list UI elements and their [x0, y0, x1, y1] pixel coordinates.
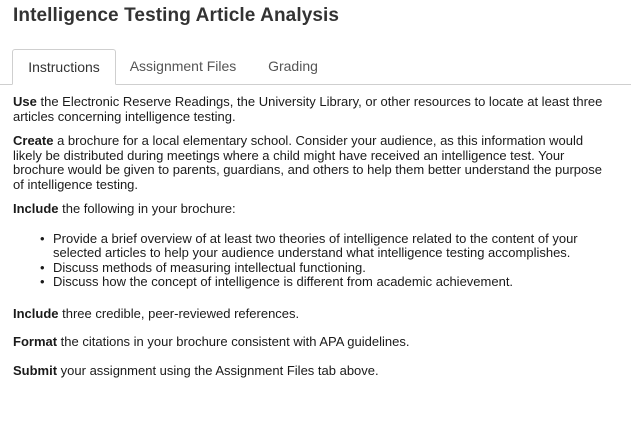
- create-paragraph: [13, 134, 613, 192]
- include-keyword: Include: [13, 201, 59, 216]
- list-item: [39, 275, 613, 290]
- list-item-text: Discuss methods of measuring intellectual functioning.: [53, 259, 366, 275]
- submit-text: your assignment using the Assignment Files tab above.: [57, 362, 379, 378]
- include-refs-text: three credible, peer-reviewed references.: [58, 305, 300, 321]
- use-paragraph: [13, 95, 613, 124]
- use-text: the Electronic Reserve Readings, the University Library, or other resources to locate at least three articles concerning intelligence testing.: [13, 94, 603, 124]
- include-intro-text: the following in your brochure:: [58, 201, 236, 216]
- create-keyword: Create: [13, 133, 54, 148]
- bullet-icon: •: [40, 274, 45, 289]
- list-item-text: Provide a brief overview of at least two theories of intelligence related to the content of your selected articles to help your audience understand what intelligence testing accomplishes.: [53, 230, 578, 260]
- create-text: a brochure for a local elementary school. Consider your audience, as this information would likely be distributed during meetings where a child might have received an intelligence test. Your brochure would be given to parents, guardians, and others to help them better understand the purpose of intelligence testing.: [13, 133, 602, 192]
- requirements-list: [13, 232, 613, 290]
- use-keyword: Use: [13, 94, 37, 109]
- tab-assignment-files[interactable]: Assignment Files: [129, 58, 237, 74]
- format-keyword: Format: [13, 334, 58, 349]
- list-item: [39, 232, 613, 261]
- list-item: [39, 261, 613, 276]
- tab-instructions[interactable]: Instructions: [12, 49, 116, 85]
- list-item-text: Discuss how the concept of intelligence is different from academic achievement.: [53, 274, 514, 289]
- page-title: Intelligence Testing Article Analysis: [13, 5, 340, 26]
- tab-bar: [0, 49, 631, 85]
- include-list-intro: [13, 202, 613, 217]
- tab-grading[interactable]: Grading: [268, 58, 318, 74]
- instructions-panel: [13, 95, 613, 388]
- submit-paragraph: [13, 364, 613, 379]
- bullet-icon: •: [40, 259, 45, 275]
- bullet-icon: •: [40, 230, 45, 246]
- include-refs-keyword: Include: [13, 305, 59, 321]
- references-paragraph: [13, 307, 613, 322]
- format-paragraph: [13, 335, 613, 350]
- format-text: the citations in your brochure consistent with APA guidelines.: [57, 334, 410, 349]
- submit-keyword: Submit: [13, 362, 58, 378]
